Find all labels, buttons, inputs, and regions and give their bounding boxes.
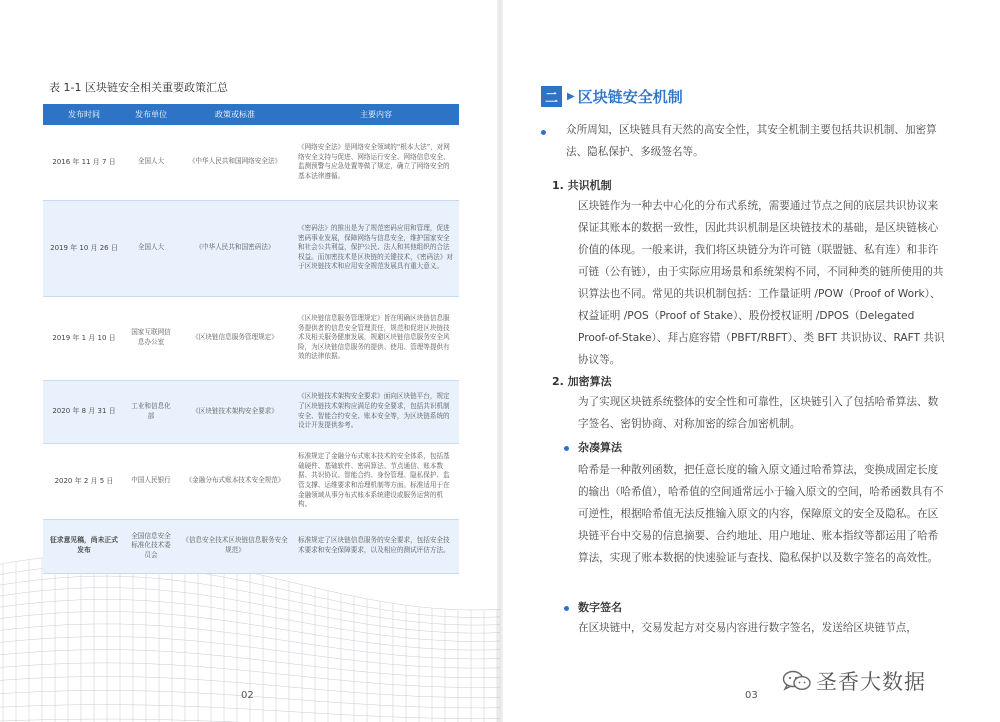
row-content: 标准规定了金融分布式账本技术的安全体系，包括基础硬件、基础软件、密码算法、节点通信、账本数据、共识协议、智能合约、身份管理、隐私保护、监管支撑、运维要求和治理机制等方面。标准适用于在金融领域从事分布式账本系统建设或服务运营的机构。 xyxy=(293,443,459,519)
table-row xyxy=(43,380,459,443)
page-number-left: 02 xyxy=(241,690,254,701)
row-content: 标准规定了区块链信息服务的安全要求，包括安全技术要求和安全保障要求，以及相应的测试评估方法。 xyxy=(293,519,459,573)
heading-signature: 数字签名 xyxy=(578,601,622,614)
row-standard: 《中华人民共和国密码法》 xyxy=(177,200,293,296)
header-date: 发布时间 xyxy=(43,104,125,125)
bullet-icon xyxy=(564,446,569,451)
intro-paragraph: 众所周知，区块链具有天然的高安全性，其安全机制主要包括共识机制、加密算法、隐私保护、多级签名等。 xyxy=(566,124,937,158)
page-fold-shadow xyxy=(497,0,503,722)
table-row xyxy=(43,519,459,573)
watermark-text: 圣香大数据 xyxy=(816,670,926,694)
row-standard: 《区块链信息服务管理规定》 xyxy=(177,296,293,380)
row-content: 《网络安全法》是网络安全领域的“根本大法”，对网络安全支持与促进、网络运行安全、网络信息安全、监测预警与应急处置等做了规定，确立了网络安全的基本法律遵循。 xyxy=(293,125,459,200)
header-standard: 政策或标准 xyxy=(177,104,293,125)
row-org: 国家互联网信息办公室 xyxy=(125,296,177,380)
paragraph-encryption: 为了实现区块链系统整体的安全性和可靠性，区块链引入了包括哈希算法、数字签名、密钥协商、对称加密的综合加密机制。 xyxy=(578,396,939,430)
row-content: 《区块链信息服务管理规定》旨在明确区块链信息服务提供者的信息安全管理责任，规范和促进区块链技术及相关服务健康发展，规避区块链信息服务安全风险，为区块链信息服务的提供、使用、管理等提供有效的法律依据。 xyxy=(293,296,459,380)
caret-right-icon: ▶ xyxy=(567,91,575,102)
heading-encryption: 2. 加密算法 xyxy=(552,375,612,388)
section-number-badge: 二 xyxy=(541,86,562,107)
paragraph-hash: 哈希是一种散列函数，把任意长度的输入原文通过哈希算法，变换成固定长度的输出（哈希值），哈希值的空间通常远小于输入原文的空间，哈希函数具有不可逆性，根据哈希值无法反推输入原文的内容，保障原文的安全及隐私。在区块链平台中交易的信息摘要、合约地址、用户地址、账本指纹等都运用了哈希算法，实现了账本数据的快速验证与查找、隐私保护以及数字签名的高效性。 xyxy=(578,464,944,564)
table-header-row xyxy=(43,104,459,125)
row-date: 2019 年 1 月 10 日 xyxy=(43,296,125,380)
paragraph-consensus: 区块链作为一种去中心化的分布式系统，需要通过节点之间的底层共识协议来保证其账本的数据一致性，因此共识机制是区块链技术的基础，是区块链核心价值的体现。一般来讲，我们将区块链分为许可链（联盟链、私有连）和非许可链（公有链），由于实际应用场景和系统架构不同，不同种类的链所使用的共识算法也不同。常见的共识机制包括：工作量证明 /POW（Proof of Work）、权益证明 /POS（Proof of Stake）、股份授权证明 /DPOS（Delegated Proof-of-Stake）、拜占庭容错（PBFT/RBFT）、类 BFT 共识协议、RAFT 共识协议等。 xyxy=(578,200,945,366)
row-standard: 《中华人民共和国网络安全法》 xyxy=(177,125,293,200)
watermark xyxy=(782,666,926,696)
table-row xyxy=(43,200,459,296)
bullet-icon xyxy=(564,606,569,611)
header-content: 主要内容 xyxy=(293,104,459,125)
row-org: 全国人大 xyxy=(125,125,177,200)
row-org: 全国信息安全标准化技术委员会 xyxy=(125,519,177,573)
row-date: 2019 年 10 月 26 日 xyxy=(43,200,125,296)
row-standard: 《区块链技术架构安全要求》 xyxy=(177,380,293,443)
row-content: 《区块链技术架构安全要求》面向区块链平台，规定了区块链技术架构应满足的安全要求，包括共识机制安全、智能合约安全、账本安全等，为区块链系统的设计开发提供参考。 xyxy=(293,380,459,443)
paragraph-signature: 在区块链中，交易发起方对交易内容进行数字签名，发送给区块链节点， xyxy=(578,622,917,634)
row-standard: 《信息安全技术区块链信息服务安全规范》 xyxy=(177,519,293,573)
heading-hash: 杂凑算法 xyxy=(578,441,622,454)
heading-consensus: 1. 共识机制 xyxy=(552,179,612,192)
table-caption: 表 1-1 区块链安全相关重要政策汇总 xyxy=(49,81,228,94)
row-standard: 《金融分布式账本技术安全规范》 xyxy=(177,443,293,519)
header-org: 发布单位 xyxy=(125,104,177,125)
row-org: 工业和信息化部 xyxy=(125,380,177,443)
row-date: 征求意见稿，尚未正式发布 xyxy=(43,519,125,573)
bullet-icon xyxy=(541,130,546,135)
table-row xyxy=(43,296,459,380)
section-heading xyxy=(541,86,683,107)
row-date: 2020 年 2 月 5 日 xyxy=(43,443,125,519)
section-title: 区块链安全机制 xyxy=(577,88,683,106)
wechat-icon xyxy=(782,670,812,692)
row-date: 2020 年 8 月 31 日 xyxy=(43,380,125,443)
row-org: 中国人民银行 xyxy=(125,443,177,519)
page-number-right: 03 xyxy=(745,690,758,701)
table-row xyxy=(43,125,459,200)
policy-table xyxy=(43,104,459,574)
row-org: 全国人大 xyxy=(125,200,177,296)
row-date: 2016 年 11 月 7 日 xyxy=(43,125,125,200)
row-content: 《密码法》的推出是为了规范密码应用和管理，促进密码事业发展，保障网络与信息安全，维护国家安全和社会公共利益，保护公民、法人和其他组织的合法权益。而加密技术是区块链的关键技术，《密码法》对于区块链技术和应用安全规范发展具有重大意义。 xyxy=(293,200,459,296)
table-row xyxy=(43,443,459,519)
